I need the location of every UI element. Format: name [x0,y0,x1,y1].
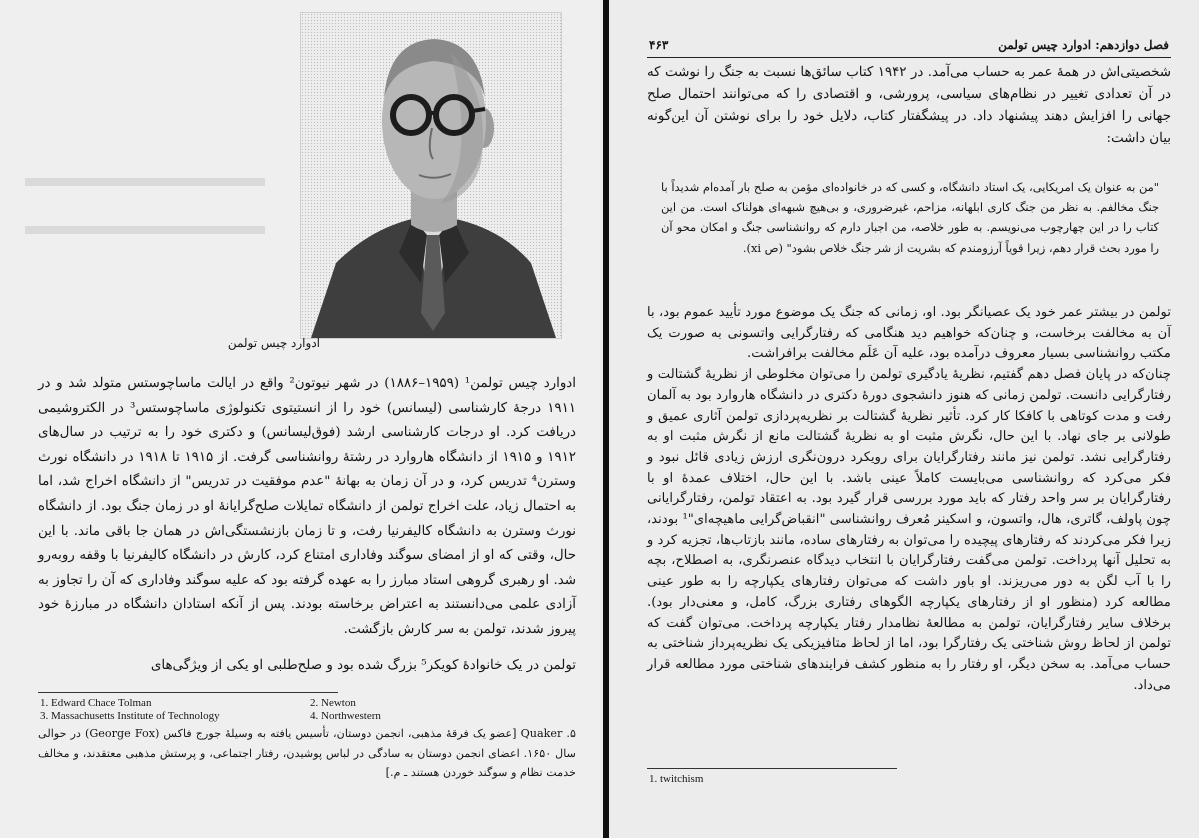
photo-caption: ادوارد چیس تولمن [227,336,320,350]
block-quote: "من به عنوان یک امریکایی، یک استاد دانشگاه، و کسی که در خانواده‌ای مؤمن به صلح بار آمده‌ام شدیداً با جنگ مخالفم. به نظر من جنگ کاری ابلهانه، مزاحم، غیرضروری، و بی‌هیچ شبهه‌ای هولناک است. من این کتاب را در این چهارچوب می‌نویسم. به طور خلاصه، من اجبار دارم که روانشناسی جنگ و امکان محو آن را مورد بحث قرار دهم، زیرا قویاً آرزومندم که بشریت از شر جنگ خلاص بشود" (ص xi). [661,180,1159,255]
right-paragraph-1: شخصیتی‌اش در همهٔ عمر به حساب می‌آمد. در ۱۹۴۲ کتاب سائق‌ها نسبت به جنگ را نوشت که در آن تعدادی تغییر در نظام‌های سیاسی، پرورشی، و اقتصادی را که می‌توانند احتمال صلح جهانی را افزایش دهند پیشنهاد داد. در پیشگفتار کتاب، دلایل خود را برای نوشتن آن این‌گونه بیان داشت: [647,65,1171,146]
footnote-3: 3. Massachusetts Institute of Technology [40,710,220,722]
footnote-row [40,710,440,723]
right-footnote: 1. twitchism [649,773,704,785]
footnote-1: 1. Edward Chace Tolman [40,697,152,709]
bleed-through-text [25,160,265,270]
footnote-2: 2. Newton [310,697,356,709]
footnote-5: ۵. Quaker [عضو یک فرقهٔ مذهبی، انجمن دوستان، تأسیس یافته به وسیلهٔ جورج فاکس (George Fox) در حوالی سال ۱۶۵۰. اعضای انجمن دوستان به سادگی در لباس پوشیدن، رفتار اجتماعی، و پرستش مذهبی معتقدند، و مخالف خدمت نظام و سوگند خوردن هستند ـ م.] [38,727,577,779]
english-footnotes [40,697,440,723]
right-paragraph-2: تولمن در بیشتر عمر خود یک عصیانگر بود. او، زمانی که جنگ یک موضوع مورد تأیید عموم بود، با آن به مخالفت برخاست، و چنان‌که خواهیم دید هنگامی که رفتارگرایی واتسونی به صورت یک مکتب روانشناسی بسیار معروف درآمده بود، علیه آن عَلَم مخالفت برافراشت. [647,305,1171,362]
portrait-photo [300,12,562,339]
left-continuation-line: تولمن در یک خانوادهٔ کویکر⁵ بزرگ شده بود و صلح‌طلبی او یکی از ویژگی‌های [150,658,576,673]
footnote-rule [38,692,338,693]
right-paragraph-3: چنان‌که در پایان فصل دهم گفتیم، نظریهٔ یادگیری تولمن را می‌توان مخلوطی از نظریهٔ گشتالت و رفتارگرایی دانست. تولمن زمانی که هنوز دانشجوی دورهٔ دکتری در دانشگاه هاروارد بود به آلمان رفت و مدت کوتاهی با کافکا کار کرد. تأثیر نظریهٔ گشتالت بر نظریه‌پردازی تولمن آثاری عمیق و طولانی بر جای نهاد. با این حال، نگرش مثبت او به نظریهٔ گشتالت مانع از نگرش مثبت او به رفتارگرایی نشد. تولمن نیز مانند رفتارگرایان برای رویکرد درون‌نگری ارزش زیادی قائل نبود و فکر می‌کرد که روانشناسی می‌بایست کاملاً عینی باشد. با این حال، اختلاف عمدهٔ او با رفتارگرایان بر سر واحد رفتار که باید مورد بررسی قرار گیرد بود. به اعتقاد تولمن، رفتارگرایانی چون پاولف، گاتری، هال، واتسون، و اسکینر مُعرف روانشناسی "انقباض‌گرایی ماهیچه‌ای"¹ بودند، زیرا فکر می‌کردند که رفتارهای پیچیده را می‌توان به رفتارهای ساده، مانند بازتاب‌ها، تجزیه کرد و به تحلیل آنها پرداخت. تولمن می‌گفت رفتارگرایان با انتخاب دیدگاه عنصرنگری، به اصطلاح، بچه را با آب لگن به دور می‌ریزند. او باور داشت که می‌توان رفتارهای یکپارچه را به طور عینی مطالعه کرد (منظور او از رفتارهای یکپارچه الگوهای رفتاری بزرگ، کامل، و معنی‌دار بود). برخلاف سایر رفتارگرایان، تولمن به مطالعهٔ نظامدار رفتار یکپارچه پرداخت. می‌توان گفت که تولمن از لحاظ روش شناختی یک رفتارگرا بود، اما از لحاظ متافیزیکی یک نظریه‌پرداز شناختی به حساب می‌آمد. به سخن دیگر، او رفتار را به منظور کشف فرایندهای شناختی مورد مطالعه قرار می‌داد. [647,367,1171,693]
right-page [609,0,1199,838]
footnote-row [40,697,440,710]
running-header [649,38,1169,58]
header-rule [647,57,1171,58]
chapter-title: فصل دوازدهم: ادوارد چیس تولمن [998,38,1169,52]
portrait-image [301,13,561,338]
left-paragraph: ادوارد چیس تولمن¹ (۱۹۵۹–۱۸۸۶) در شهر نیوتون² واقع در ایالت ماساچوستس متولد شد و در ۱۹۱۱ درجهٔ کارشناسی (لیسانس) خود را از انستیتوی تکنولوژی ماساچوستس³ در الکتروشیمی دریافت کرد. او درجات کارشناسی ارشد (فوق‌لیسانس) و دکتری خود را به ترتیب در سال‌های ۱۹۱۲ و ۱۹۱۵ از دانشگاه هاروارد در رشتهٔ روانشناسی گرفت. از ۱۹۱۵ تا ۱۹۱۸ در دانشگاه نورث وسترن⁴ تدریس کرد، و در آن زمان به بهانهٔ "عدم موفقیت در تدریس" از دانشگاه اخراج شد، اما به احتمال زیاد، علت اخراج تولمن از دانشگاه تمایلات صلح‌گرایانهٔ او در زمان جنگ بود. از دانشگاه نورث وسترن به دانشگاه کالیفرنیا رفت، و تا زمان بازنشستگی‌اش در همان جا باقی ماند. با این حال، وقتی که او از امضای سوگند وفاداری امتناع کرد، کارش در دانشگاه کالیفرنیا با وقفه روبه‌رو شد. او رهبری گروهی استاد مبارز را به عهده گرفته بود که علیه سوگند وفاداری که آن را تجاوز به آزادی علمی می‌دانستند به اعتراض برخاسته بودند. پس از آنکه استادان دانشگاه در مبارزهٔ خود پیروز شدند، تولمن به سر کارش بازگشت. [38,376,576,637]
right-body-text [647,303,1171,696]
left-body-text [38,372,576,643]
page-number: ۴۶۳ [649,38,669,52]
footnote-rule [647,768,897,769]
footnote-4: 4. Northwestern [310,710,381,722]
